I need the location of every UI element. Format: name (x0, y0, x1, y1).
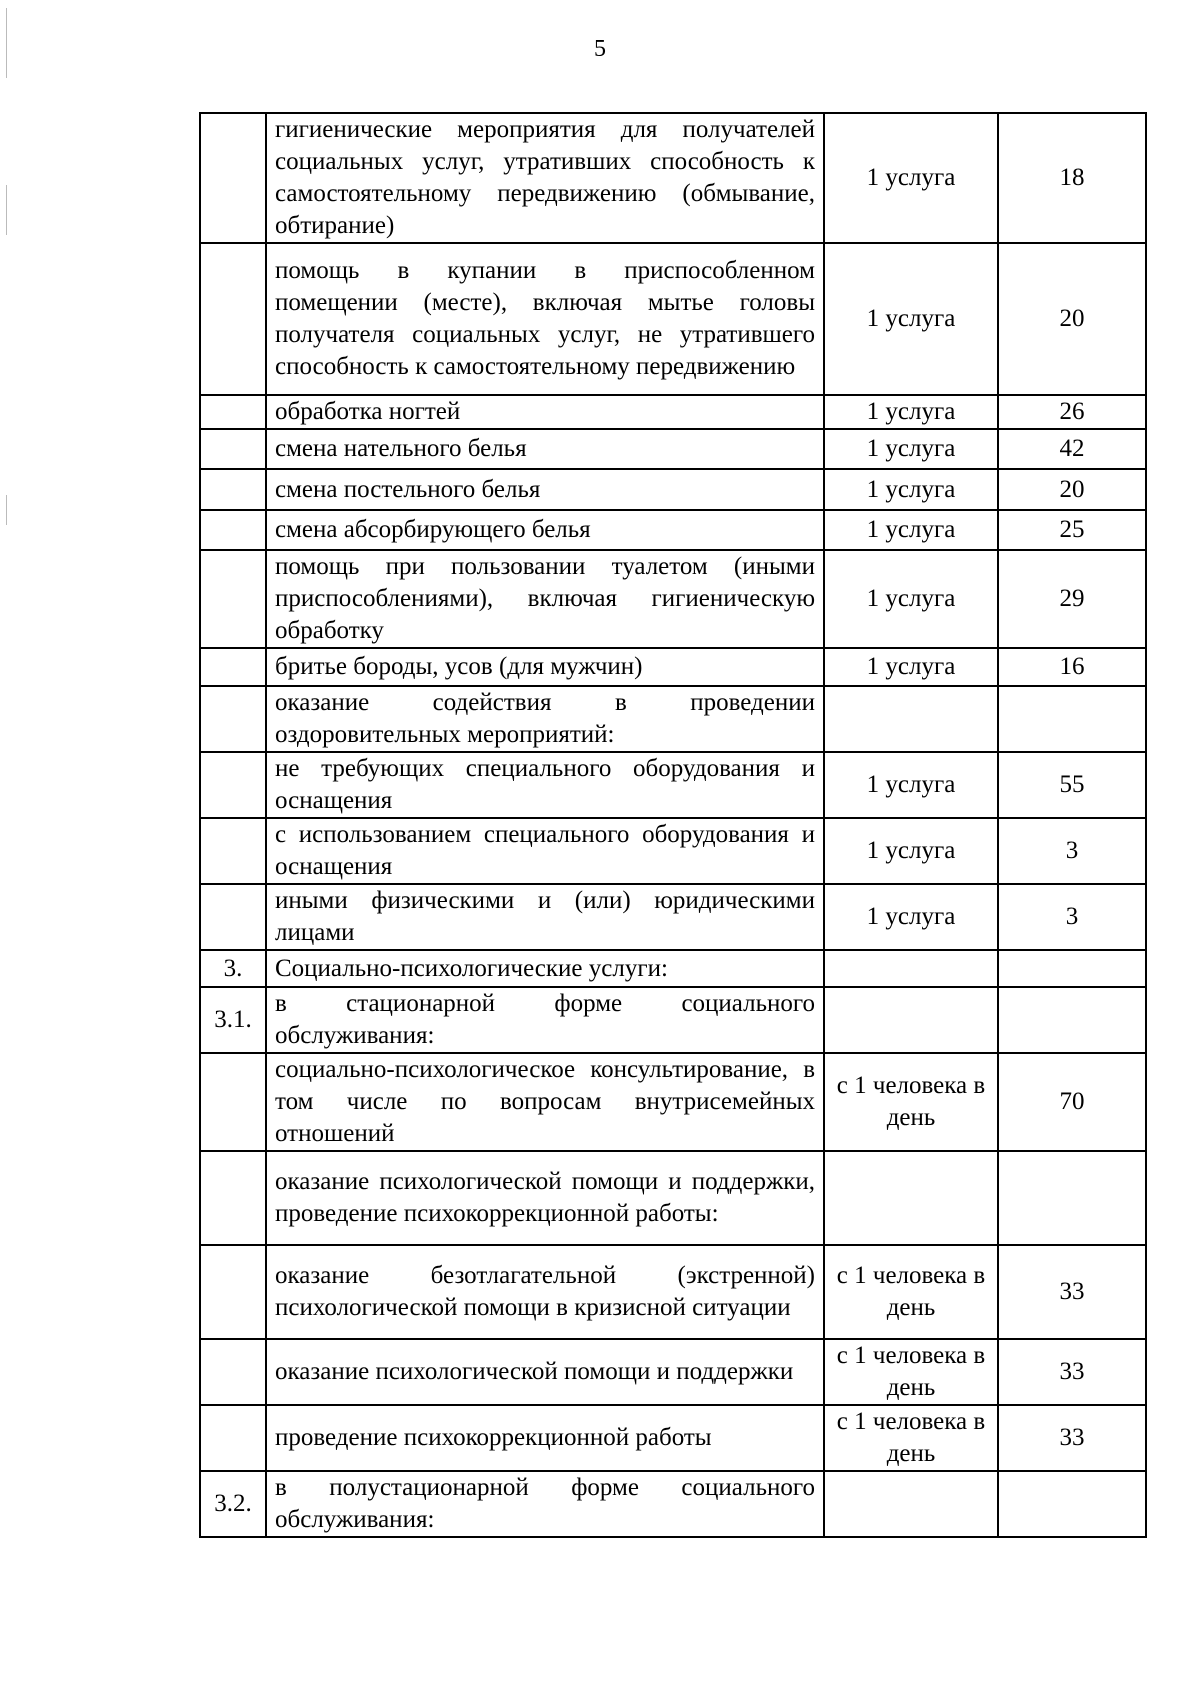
unit-cell: 1 услуга (824, 818, 998, 884)
table-row (200, 1053, 1146, 1151)
row-number-cell: 3. (200, 950, 266, 987)
tariff-value-cell: 42 (998, 429, 1146, 469)
tariff-value-cell: 16 (998, 648, 1146, 686)
table-row (200, 686, 1146, 752)
row-number-cell (200, 818, 266, 884)
unit-cell: 1 услуга (824, 550, 998, 648)
unit-cell: с 1 человека в день (824, 1053, 998, 1151)
service-name-cell: смена постельного белья (266, 469, 824, 510)
tariff-value-cell: 20 (998, 243, 1146, 395)
table-row (200, 818, 1146, 884)
table-row (200, 987, 1146, 1053)
row-number-cell (200, 113, 266, 243)
unit-cell: 1 услуга (824, 113, 998, 243)
service-name-cell: не требующих специального оборудования и оснащения (266, 752, 824, 818)
unit-cell: 1 услуга (824, 395, 998, 429)
service-name-cell: смена нательного белья (266, 429, 824, 469)
unit-cell: 1 услуга (824, 752, 998, 818)
row-number-cell (200, 550, 266, 648)
page-number: 5 (594, 36, 606, 62)
unit-cell: 1 услуга (824, 510, 998, 550)
tariff-value-cell (998, 987, 1146, 1053)
row-number-cell (200, 395, 266, 429)
unit-cell: 1 услуга (824, 648, 998, 686)
table-row (200, 648, 1146, 686)
service-name-cell: помощь в купании в приспособленном помещении (месте), включая мытье головы получателя социальных услуг, не утратившего способность к самостоятельному передвижению (266, 243, 824, 395)
service-name-cell: с использованием специального оборудования и оснащения (266, 818, 824, 884)
scan-edge-mark (6, 185, 7, 235)
row-number-cell (200, 243, 266, 395)
table-row (200, 884, 1146, 950)
unit-cell: 1 услуга (824, 429, 998, 469)
service-name-cell: обработка ногтей (266, 395, 824, 429)
service-name-cell: социально-психологическое консультирование, в том числе по вопросам внутрисемейных отношений (266, 1053, 824, 1151)
service-name-cell: Социально-психологические услуги: (266, 950, 824, 987)
service-name-cell: оказание психологической помощи и поддержки (266, 1339, 824, 1405)
row-number-cell (200, 1151, 266, 1245)
tariff-value-cell: 26 (998, 395, 1146, 429)
service-name-cell: иными физическими и (или) юридическими лицами (266, 884, 824, 950)
unit-cell: 1 услуга (824, 469, 998, 510)
tariff-value-cell: 18 (998, 113, 1146, 243)
service-name-cell: гигиенические мероприятия для получателей социальных услуг, утративших способность к самостоятельному передвижению (обмывание, обтирание) (266, 113, 824, 243)
tariff-value-cell: 70 (998, 1053, 1146, 1151)
service-name-cell: оказание содействия в проведении оздоровительных мероприятий: (266, 686, 824, 752)
table-row (200, 395, 1146, 429)
tariff-value-cell (998, 1151, 1146, 1245)
row-number-cell: 3.1. (200, 987, 266, 1053)
table-row (200, 752, 1146, 818)
table-row (200, 1405, 1146, 1471)
service-name-cell: оказание безотлагательной (экстренной) психологической помощи в кризисной ситуации (266, 1245, 824, 1339)
row-number-cell (200, 429, 266, 469)
tariff-value-cell (998, 950, 1146, 987)
tariff-value-cell: 3 (998, 818, 1146, 884)
row-number-cell (200, 1339, 266, 1405)
unit-cell (824, 987, 998, 1053)
row-number-cell (200, 510, 266, 550)
row-number-cell: 3.2. (200, 1471, 266, 1537)
table-row (200, 469, 1146, 510)
service-name-cell: в стационарной форме социального обслуживания: (266, 987, 824, 1053)
tariff-value-cell: 33 (998, 1339, 1146, 1405)
services-tariff-table (199, 112, 1147, 1538)
table-row (200, 1339, 1146, 1405)
row-number-cell (200, 884, 266, 950)
service-name-cell: смена абсорбирующего белья (266, 510, 824, 550)
tariff-value-cell: 3 (998, 884, 1146, 950)
tariff-value-cell (998, 686, 1146, 752)
table-row (200, 1471, 1146, 1537)
unit-cell (824, 1151, 998, 1245)
table-row (200, 1245, 1146, 1339)
service-name-cell: оказание психологической помощи и поддержки, проведение психокоррекционной работы: (266, 1151, 824, 1245)
tariff-value-cell: 33 (998, 1245, 1146, 1339)
tariff-value-cell: 33 (998, 1405, 1146, 1471)
unit-cell (824, 686, 998, 752)
tariff-value-cell: 55 (998, 752, 1146, 818)
scan-edge-mark (6, 495, 7, 525)
tariff-value-cell (998, 1471, 1146, 1537)
tariff-value-cell: 20 (998, 469, 1146, 510)
table-row (200, 1151, 1146, 1245)
unit-cell (824, 1471, 998, 1537)
row-number-cell (200, 648, 266, 686)
row-number-cell (200, 1405, 266, 1471)
table-row (200, 113, 1146, 243)
table-row (200, 950, 1146, 987)
unit-cell: с 1 человека в день (824, 1405, 998, 1471)
row-number-cell (200, 1053, 266, 1151)
unit-cell: 1 услуга (824, 884, 998, 950)
table-row (200, 550, 1146, 648)
table-body (200, 113, 1146, 1537)
unit-cell: 1 услуга (824, 243, 998, 395)
service-name-cell: помощь при пользовании туалетом (иными приспособлениями), включая гигиеническую обработку (266, 550, 824, 648)
table-row (200, 429, 1146, 469)
unit-cell (824, 950, 998, 987)
service-name-cell: проведение психокоррекционной работы (266, 1405, 824, 1471)
row-number-cell (200, 469, 266, 510)
tariff-value-cell: 25 (998, 510, 1146, 550)
service-name-cell: в полустационарной форме социального обслуживания: (266, 1471, 824, 1537)
row-number-cell (200, 686, 266, 752)
table-row (200, 243, 1146, 395)
table-row (200, 510, 1146, 550)
service-name-cell: бритье бороды, усов (для мужчин) (266, 648, 824, 686)
tariff-value-cell: 29 (998, 550, 1146, 648)
row-number-cell (200, 752, 266, 818)
unit-cell: с 1 человека в день (824, 1245, 998, 1339)
row-number-cell (200, 1245, 266, 1339)
unit-cell: с 1 человека в день (824, 1339, 998, 1405)
